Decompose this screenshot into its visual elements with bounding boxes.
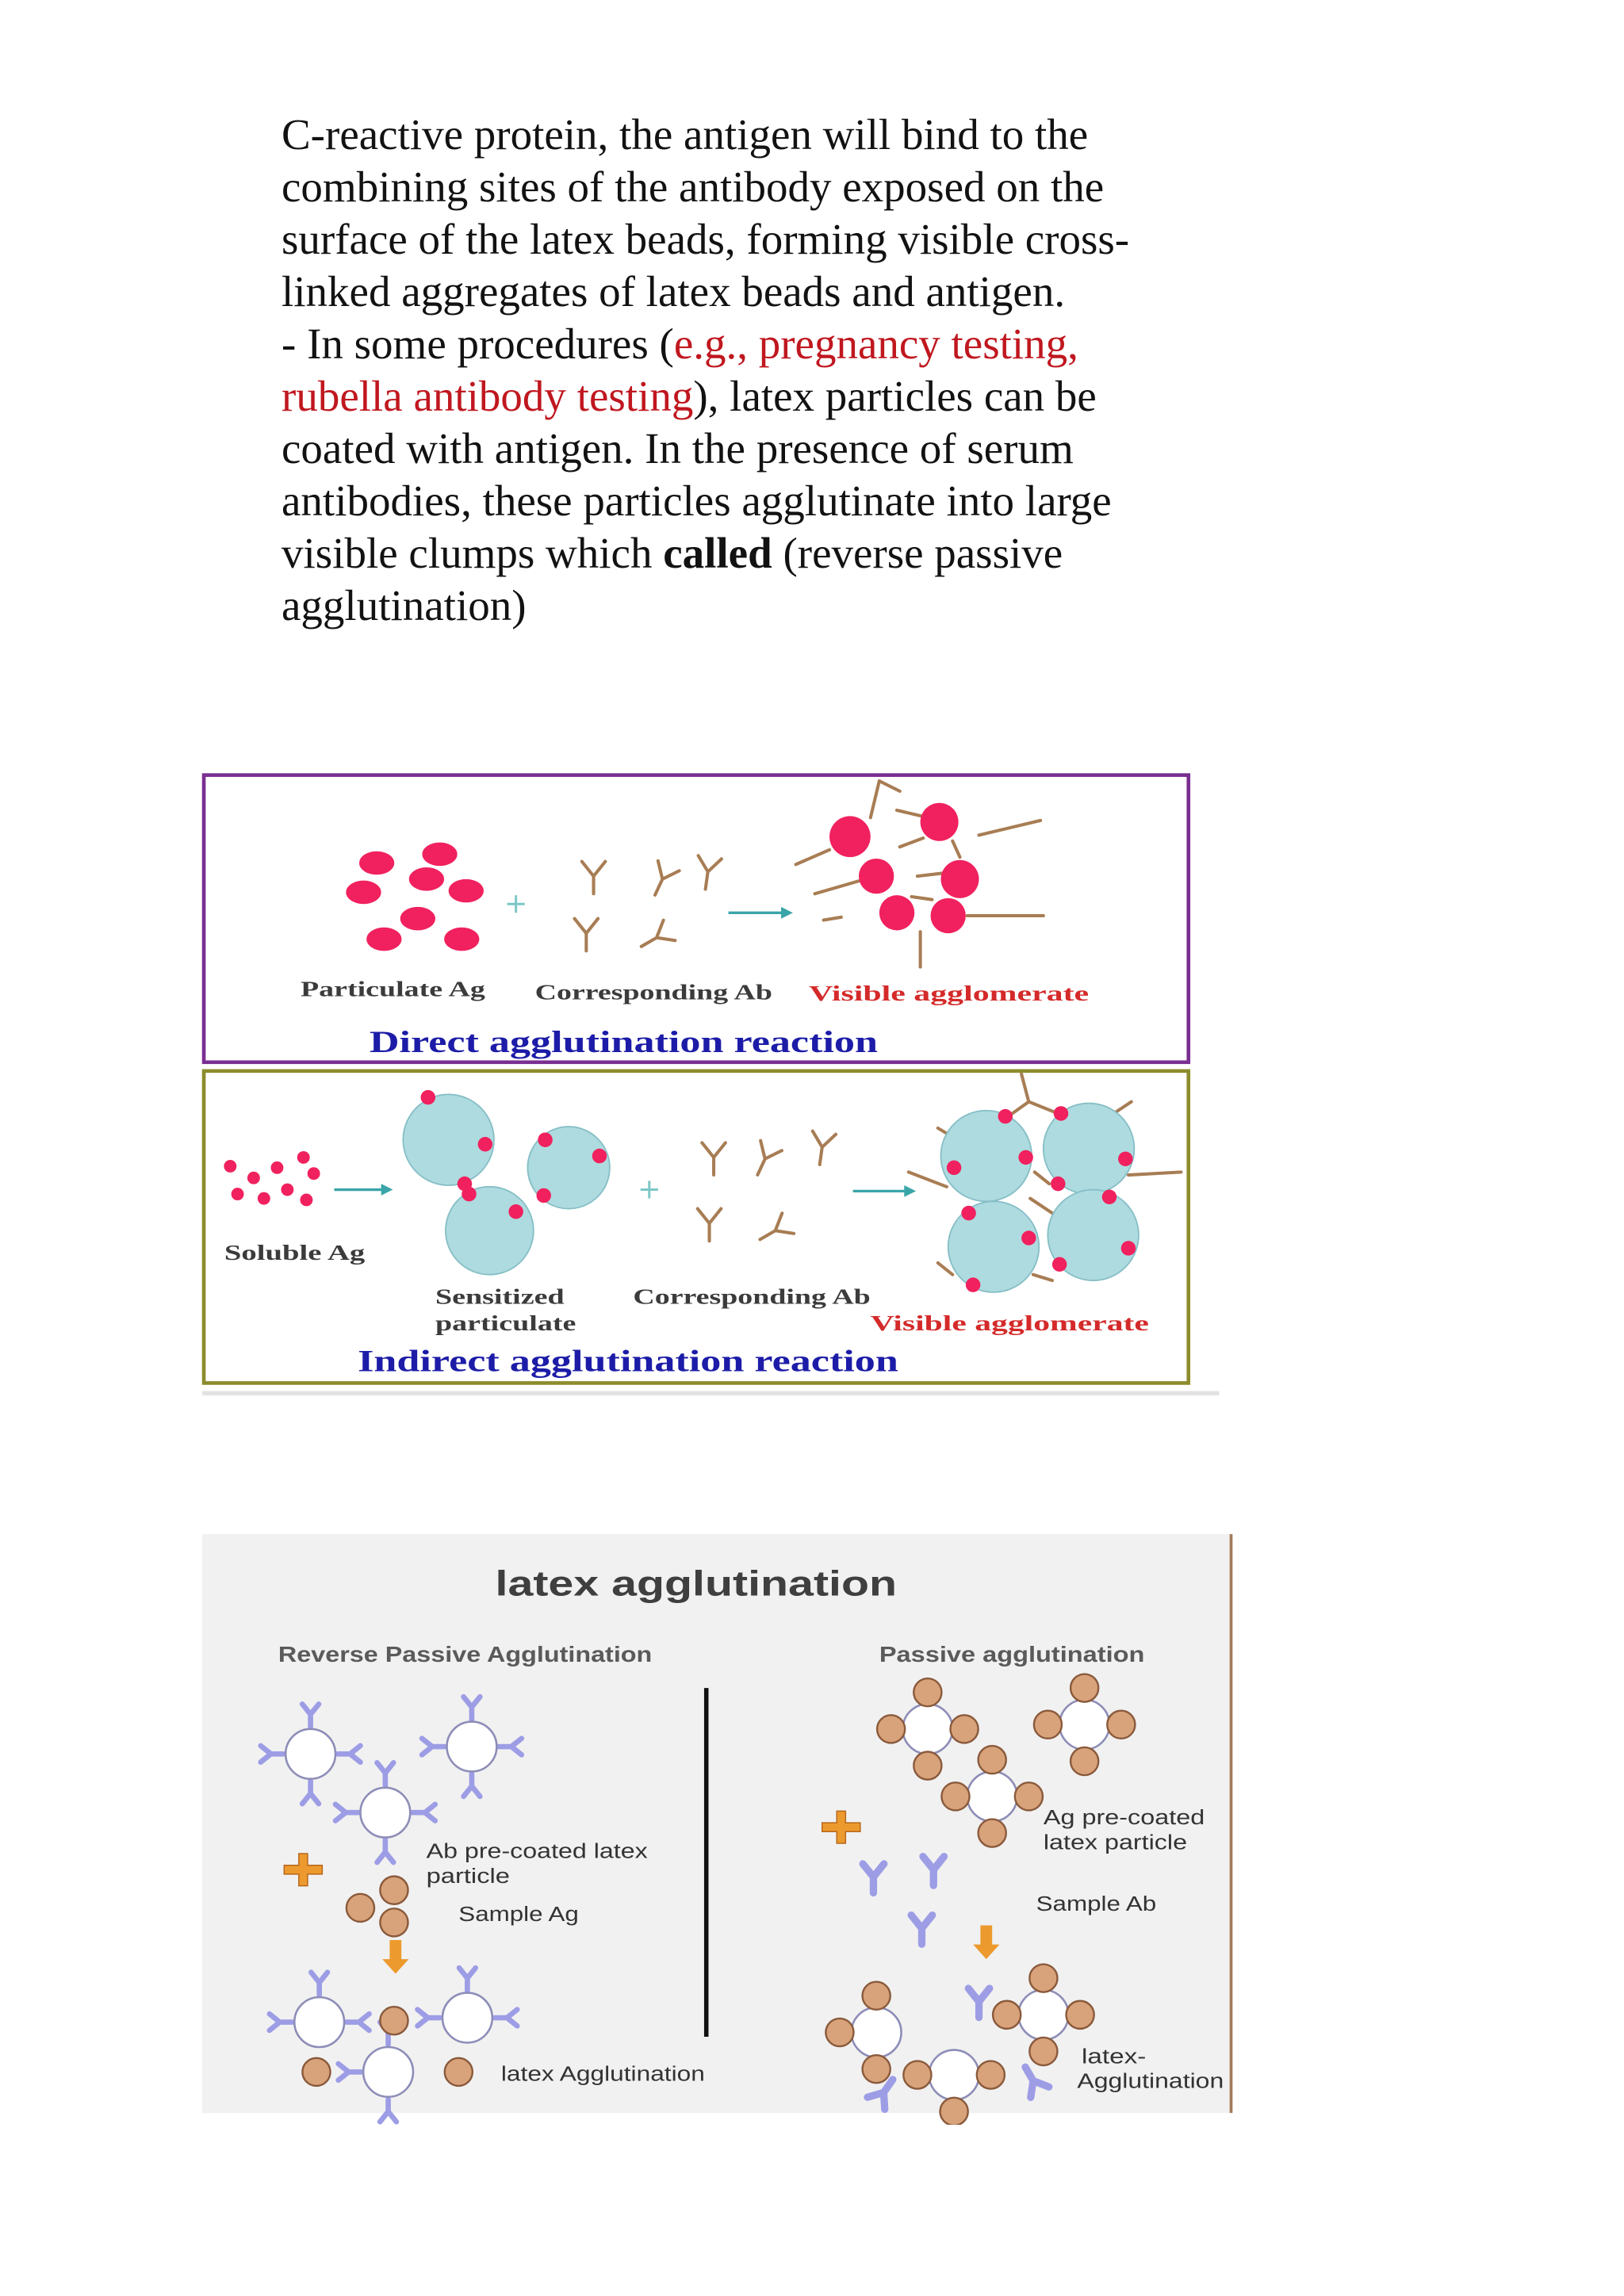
corresponding-ab-label: Corresponding Ab xyxy=(633,1284,871,1309)
particulate-antigen xyxy=(409,867,444,891)
sample-ag-label: Sample Ag xyxy=(458,1904,579,1927)
visible-agglomerate-label: Visible agglomerate xyxy=(809,981,1090,1006)
text-line xyxy=(282,318,1129,370)
soluble-antigen xyxy=(297,1151,310,1164)
latex-agglutination-label: latex Agglutination xyxy=(500,2063,705,2086)
antigen-bead xyxy=(863,2055,891,2083)
corresponding-ab-label: Corresponding Ab xyxy=(534,979,772,1004)
antigen-particle xyxy=(879,895,914,930)
direct-reaction-caption: Direct agglutination reaction xyxy=(369,1024,879,1059)
antigen-bead xyxy=(1034,1711,1062,1739)
antigen-bead xyxy=(825,2019,853,2046)
antigen-bead xyxy=(445,2058,473,2086)
adsorbed-antigen xyxy=(961,1206,975,1220)
antigen-bead xyxy=(380,1908,408,1936)
body-text xyxy=(282,109,1129,632)
soluble-antigen xyxy=(258,1192,270,1205)
highlighted-example: rubella antibody testing xyxy=(282,372,694,420)
text-line: combining sites of the antibody exposed on the xyxy=(282,163,1105,211)
antigen-particle xyxy=(829,816,871,857)
particulate-antigen xyxy=(422,843,457,867)
adsorbed-antigen xyxy=(1054,1106,1068,1120)
antigen-bead xyxy=(914,1751,941,1779)
soluble-antigen xyxy=(247,1172,260,1184)
latex-particle xyxy=(363,2047,413,2097)
latex-particle xyxy=(447,1722,497,1772)
adsorbed-antigen xyxy=(1021,1230,1036,1245)
antigen-bead xyxy=(347,1894,374,1922)
latex-particle xyxy=(294,1997,344,2047)
soluble-ag-label: Soluble Ag xyxy=(224,1240,366,1265)
antigen-bead xyxy=(941,1782,969,1810)
latex-agglutination-label-line2: Agglutination xyxy=(1077,2070,1224,2093)
text-line: C-reactive protein, the antigen will bind to the xyxy=(282,110,1089,159)
adsorbed-antigen xyxy=(421,1090,435,1104)
antigen-bead xyxy=(1107,1711,1135,1739)
text-line: agglutination) xyxy=(282,581,527,629)
adsorbed-antigen xyxy=(1102,1190,1116,1204)
antigen-bead xyxy=(903,2061,931,2089)
bold-term: called xyxy=(663,529,772,577)
particulate-antigen xyxy=(444,928,479,951)
sensitized-particle xyxy=(446,1187,534,1275)
latex-particle xyxy=(442,1993,492,2043)
antigen-bead xyxy=(979,1820,1006,1847)
particulate-antigen xyxy=(359,851,394,875)
indirect-reaction-caption: Indirect agglutination reaction xyxy=(358,1344,898,1379)
particulate-antigen xyxy=(346,881,381,905)
antigen-bead xyxy=(979,1746,1006,1774)
adsorbed-antigen xyxy=(538,1132,552,1146)
antigen-bead xyxy=(380,2007,408,2034)
sensitized-particle xyxy=(940,1111,1032,1202)
particulate-antigen xyxy=(366,928,401,951)
text-line xyxy=(282,370,1129,423)
adsorbed-antigen xyxy=(1051,1177,1065,1191)
ab-precoated-label: Ab pre-coated latex xyxy=(426,1840,648,1863)
adsorbed-antigen xyxy=(478,1137,492,1151)
text-segment: ), latex particles can be xyxy=(693,372,1097,420)
sensitized-label: Sensitized xyxy=(435,1284,565,1309)
adsorbed-antigen xyxy=(1018,1150,1032,1165)
adsorbed-antigen xyxy=(1121,1241,1136,1255)
latex-agglutination-diagram xyxy=(190,1524,1246,2125)
antigen-bead xyxy=(302,2058,330,2086)
antigen-bead xyxy=(993,2001,1021,2029)
visible-agglomerate-label: Visible agglomerate xyxy=(870,1310,1149,1335)
antigen-bead xyxy=(977,2061,1005,2089)
latex-particle xyxy=(852,2007,902,2057)
text-line: coated with antigen. In the presence of serum xyxy=(282,424,1074,473)
antigen-bead xyxy=(1067,2001,1094,2029)
antigen-particle xyxy=(859,859,894,894)
antigen-bead xyxy=(951,1715,979,1743)
adsorbed-antigen xyxy=(998,1109,1013,1123)
adsorbed-antigen xyxy=(508,1204,523,1219)
antigen-bead xyxy=(1071,1674,1098,1702)
adsorbed-antigen xyxy=(592,1149,607,1163)
antigen-particle xyxy=(921,803,959,841)
direct-agglutination-panel xyxy=(204,775,1189,1062)
sample-ab-label: Sample Ab xyxy=(1036,1893,1157,1916)
soluble-antigen xyxy=(300,1194,312,1207)
figure-title: latex agglutination xyxy=(495,1564,898,1604)
passive-heading: Passive agglutination xyxy=(879,1641,1145,1667)
antigen-particle xyxy=(931,898,966,933)
antigen-bead xyxy=(1029,1965,1057,1992)
adsorbed-antigen xyxy=(1118,1151,1132,1165)
ab-precoated-label-line2: particle xyxy=(426,1865,510,1888)
adsorbed-antigen xyxy=(966,1277,980,1292)
adsorbed-antigen xyxy=(947,1161,961,1175)
latex-particle xyxy=(1018,1990,1068,2040)
reverse-passive-heading: Reverse Passive Agglutination xyxy=(278,1641,653,1667)
antigen-particle xyxy=(940,860,979,898)
adsorbed-antigen xyxy=(1052,1257,1067,1272)
latex-particle xyxy=(1059,1700,1109,1750)
latex-particle xyxy=(902,1704,952,1754)
antigen-bead xyxy=(380,1877,408,1904)
latex-particle xyxy=(360,1788,410,1838)
antigen-bead xyxy=(877,1715,905,1743)
particulate-label: particulate xyxy=(435,1310,576,1335)
direct-panel-border xyxy=(204,775,1189,1062)
particulate-ag-label: Particulate Ag xyxy=(301,976,486,1001)
particulate-antigen xyxy=(449,879,484,903)
antigen-bead xyxy=(914,1678,941,1706)
latex-particle xyxy=(967,1771,1017,1821)
latex-particle xyxy=(285,1729,335,1779)
text-line: linked aggregates of latex beads and antigen. xyxy=(282,267,1066,316)
adsorbed-antigen xyxy=(462,1187,476,1201)
text-line: antibodies, these particles agglutinate into large xyxy=(282,476,1112,525)
agglutination-reactions-diagram xyxy=(201,762,1228,1406)
antigen-bead xyxy=(1071,1747,1098,1775)
antigen-bead xyxy=(1015,1782,1043,1810)
text-line: surface of the latex beads, forming visible cross- xyxy=(282,215,1130,263)
soluble-antigen xyxy=(232,1188,244,1200)
antigen-bead xyxy=(1029,2038,1057,2065)
text-segment: (reverse passive xyxy=(772,529,1063,577)
ag-precoated-label: Ag pre-coated xyxy=(1043,1807,1205,1829)
soluble-antigen xyxy=(281,1184,293,1196)
soluble-antigen xyxy=(271,1161,284,1174)
highlighted-example: e.g., pregnancy testing, xyxy=(673,320,1078,368)
antigen-bead xyxy=(863,1982,891,2010)
soluble-antigen xyxy=(224,1160,236,1173)
indirect-agglutination-panel xyxy=(204,1071,1189,1383)
latex-agglutination-label: latex- xyxy=(1081,2045,1147,2068)
indirect-panel-border xyxy=(204,1071,1189,1383)
adsorbed-antigen xyxy=(537,1188,551,1203)
antigen-bead xyxy=(940,2098,968,2125)
ag-precoated-label-line2: latex particle xyxy=(1043,1831,1188,1854)
text-line xyxy=(282,527,1129,580)
text-segment: - In some procedures ( xyxy=(282,320,674,368)
soluble-antigen xyxy=(308,1167,320,1180)
particulate-antigen xyxy=(400,907,435,931)
text-segment: visible clumps which xyxy=(282,529,664,577)
latex-particle xyxy=(929,2050,979,2100)
